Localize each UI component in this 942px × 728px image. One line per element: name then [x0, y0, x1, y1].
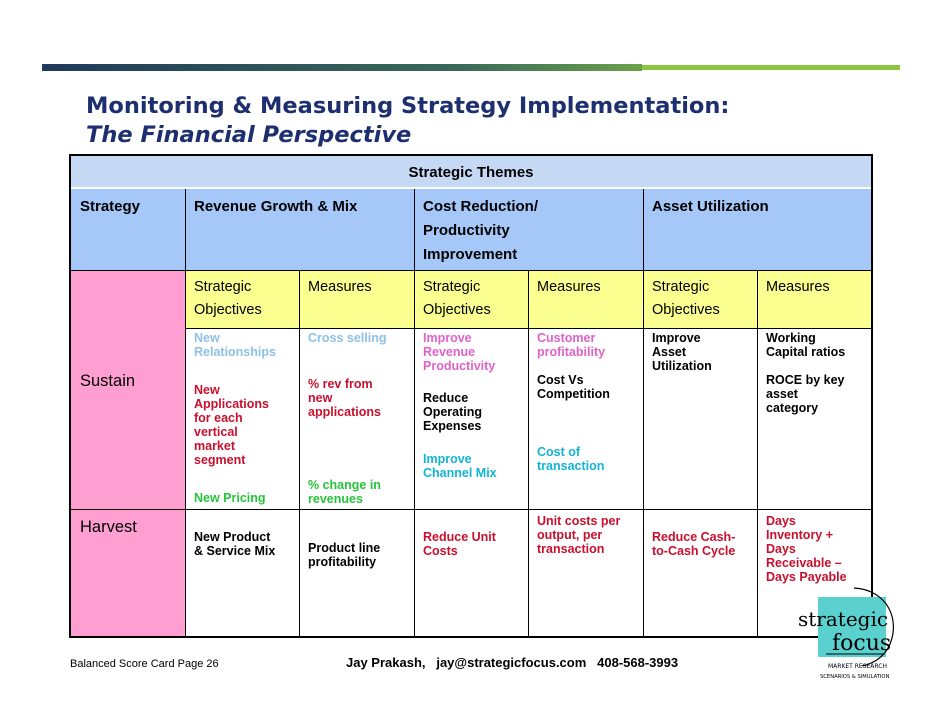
sustain-rev-obj-line: market — [194, 439, 235, 453]
harvest-rev-obj-line: & Service Mix — [194, 544, 276, 558]
logo-word-focus: focus — [832, 631, 892, 656]
sustain-rev-obj-line: Relationships — [194, 345, 276, 359]
harvest-cost-meas-line: output, per — [537, 528, 603, 542]
sustain-rev-meas-line: Cross selling — [308, 331, 387, 345]
harvest-rev-obj-line: New Product — [194, 530, 271, 544]
harvest-rev-meas-line: profitability — [308, 555, 377, 569]
sub-strategic-3: Strategic — [652, 279, 710, 295]
footer-page-label: Balanced Score Card Page 26 — [70, 658, 219, 670]
logo-tagline-1: MARKET RESEARCH — [828, 663, 887, 670]
theme-cost-reduction-2: Productivity — [423, 222, 510, 239]
row-label-harvest: Harvest — [80, 518, 137, 536]
sustain-asset-meas-line: Working — [766, 331, 816, 345]
harvest-cost-obj-line: Reduce Unit — [423, 530, 496, 544]
sustain-rev-obj-line: vertical — [194, 425, 238, 439]
logo-tagline-2: SCENARIOS & SIMULATION — [820, 674, 890, 680]
sustain-asset-meas-line: Capital ratios — [766, 345, 846, 359]
sub-measures-2: Measures — [537, 279, 601, 295]
harvest-cost-meas-line: Unit costs per — [537, 514, 621, 528]
sustain-asset-meas-line: ROCE by key — [766, 373, 845, 387]
sustain-rev-obj-line: New Pricing — [194, 491, 266, 505]
strategic-focus-logo — [780, 580, 900, 710]
title-line-1: Monitoring & Measuring Strategy Implementation: — [86, 93, 730, 119]
sustain-rev-meas-line: % change in — [308, 478, 381, 492]
sustain-cost-obj-line: Revenue — [423, 345, 476, 359]
sustain-asset-meas-line: asset — [766, 387, 798, 401]
slide-title — [86, 92, 729, 150]
sustain-rev-obj-line: for each — [194, 411, 243, 425]
sustain-asset-obj-line: Asset — [652, 345, 687, 359]
harvest-cost-meas-line: transaction — [537, 542, 605, 556]
sustain-cost-meas-line: transaction — [537, 459, 605, 473]
sustain-cost-obj-line: Reduce — [423, 391, 469, 405]
sub-objectives-3: Objectives — [652, 302, 720, 318]
sustain-rev-obj-line: segment — [194, 453, 246, 467]
top-divider-bar — [42, 64, 900, 71]
sustain-rev-obj-line: New — [194, 383, 220, 397]
theme-asset-utilization: Asset Utilization — [652, 198, 769, 215]
footer-contact: Jay Prakash, jay@strategicfocus.com 408-568-3993 — [346, 655, 679, 670]
harvest-asset-meas-line: Days — [766, 514, 796, 528]
sustain-rev-meas-line: revenues — [308, 492, 363, 506]
sustain-cost-obj-line: Productivity — [423, 359, 496, 373]
title-line-2: The Financial Perspective — [86, 122, 412, 148]
sustain-cost-obj-line: Improve — [423, 331, 472, 345]
sustain-rev-meas-line: new — [308, 391, 333, 405]
sustain-cost-meas-line: Cost of — [537, 445, 581, 459]
sustain-asset-obj-line: Improve — [652, 331, 701, 345]
harvest-rev-meas-line: Product line — [308, 541, 381, 555]
harvest-asset-obj-line: Reduce Cash- — [652, 530, 736, 544]
sustain-rev-meas-line: % rev from — [308, 377, 373, 391]
strategy-column — [71, 270, 185, 636]
sub-strategic-1: Strategic — [194, 279, 252, 295]
theme-cost-reduction-3: Improvement — [423, 246, 518, 263]
sustain-cost-obj-line: Expenses — [423, 419, 482, 433]
sustain-asset-meas-line: category — [766, 401, 819, 415]
divider-dark-segment — [42, 64, 642, 71]
theme-revenue-growth: Revenue Growth & Mix — [194, 198, 358, 215]
sustain-cost-meas-line: Customer — [537, 331, 596, 345]
sustain-cost-meas-line: Cost Vs — [537, 373, 584, 387]
harvest-asset-obj-line: to-Cash Cycle — [652, 544, 736, 558]
sub-measures-3: Measures — [766, 279, 830, 295]
sub-strategic-2: Strategic — [423, 279, 481, 295]
sub-objectives-2: Objectives — [423, 302, 491, 318]
sub-objectives-1: Objectives — [194, 302, 262, 318]
sustain-asset-obj-line: Utilization — [652, 359, 712, 373]
sustain-cost-obj-line: Improve — [423, 452, 472, 466]
sustain-cost-meas-line: profitability — [537, 345, 606, 359]
sustain-rev-obj-line: Applications — [194, 397, 270, 411]
sustain-cost-meas-line: Competition — [537, 387, 610, 401]
strategy-label: Strategy — [80, 198, 141, 215]
harvest-asset-meas-line: Days — [766, 542, 796, 556]
themes-header-label: Strategic Themes — [408, 164, 534, 181]
themes-header — [71, 156, 871, 188]
harvest-cost-obj-line: Costs — [423, 544, 458, 558]
sustain-rev-obj-line: New — [194, 331, 220, 345]
harvest-asset-meas-line: Days Payable — [766, 570, 847, 584]
sustain-rev-meas-line: applications — [308, 405, 381, 419]
sustain-cost-obj-line: Channel Mix — [423, 466, 497, 480]
harvest-asset-meas-line: Inventory + — [766, 528, 834, 542]
sub-measures-1: Measures — [308, 279, 372, 295]
logo-word-strategic: strategic — [798, 607, 889, 631]
divider-green-segment — [642, 65, 900, 70]
harvest-asset-meas-line: Receivable – — [766, 556, 842, 570]
sustain-cost-obj-line: Operating — [423, 405, 483, 419]
theme-cost-reduction-1: Cost Reduction/ — [423, 198, 538, 215]
row-label-sustain: Sustain — [80, 372, 136, 390]
